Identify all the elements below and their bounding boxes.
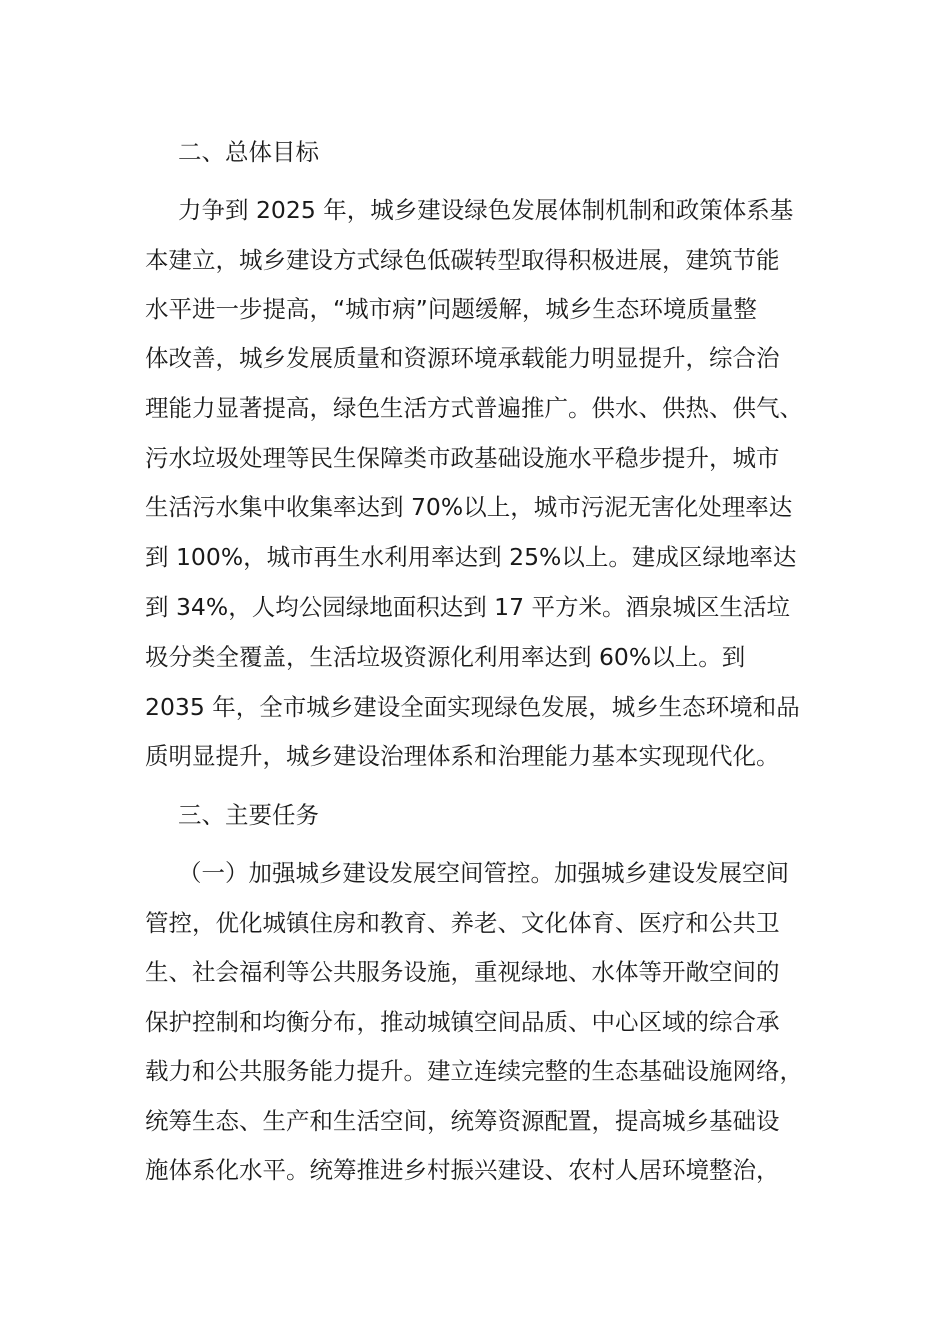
paragraph-line: 保护控制和均衡分布，推动城镇空间品质、中心区域的综合承 (145, 1008, 780, 1036)
paragraph-line: 管控，优化城镇住房和教育、养老、文化体育、医疗和公共卫 (145, 909, 780, 937)
paragraph-line: 本建立，城乡建设方式绿色低碳转型取得积极进展，建筑节能 (145, 246, 780, 274)
paragraph-line: 生活污水集中收集率达到 70%以上，城市污泥无害化处理率达 (145, 493, 793, 521)
paragraph-line: 生、社会福利等公共服务设施，重视绿地、水体等开敞空间的 (145, 958, 780, 986)
paragraph-line: 体改善，城乡发展质量和资源环境承载能力明显提升，综合治 (145, 344, 780, 372)
paragraph-line: （一）加强城乡建设发展空间管控。加强城乡建设发展空间 (178, 859, 789, 887)
paragraph-line: 污水垃圾处理等民生保障类市政基础设施水平稳步提升，城市 (145, 444, 780, 472)
paragraph-line: 力争到 2025 年，城乡建设绿色发展体制机制和政策体系基 (178, 196, 794, 224)
section-heading-main-tasks: 三、主要任务 (178, 801, 319, 829)
paragraph-line: 载力和公共服务能力提升。建立连续完整的生态基础设施网络， (145, 1057, 803, 1085)
paragraph-line: 理能力显著提高，绿色生活方式普遍推广。供水、供热、供气、 (145, 394, 803, 422)
paragraph-line: 到 34%，人均公园绿地面积达到 17 平方米。酒泉城区生活垃 (145, 593, 791, 621)
paragraph-line: 到 100%，城市再生水利用率达到 25%以上。建成区绿地率达 (145, 543, 797, 571)
paragraph-line: 圾分类全覆盖，生活垃圾资源化利用率达到 60%以上。到 (145, 643, 746, 671)
paragraph-line: 施体系化水平。统筹推进乡村振兴建设、农村人居环境整治， (145, 1156, 780, 1184)
paragraph-line: 统筹生态、生产和生活空间，统筹资源配置，提高城乡基础设 (145, 1107, 780, 1135)
paragraph-line: 2035 年，全市城乡建设全面实现绿色发展，城乡生态环境和品 (145, 693, 800, 721)
paragraph-line: 水平进一步提高，“城市病”问题缓解，城乡生态环境质量整 (145, 295, 757, 323)
paragraph-line: 质明显提升，城乡建设治理体系和治理能力基本实现现代化。 (145, 742, 780, 770)
section-heading-overall-goals: 二、总体目标 (178, 138, 319, 166)
